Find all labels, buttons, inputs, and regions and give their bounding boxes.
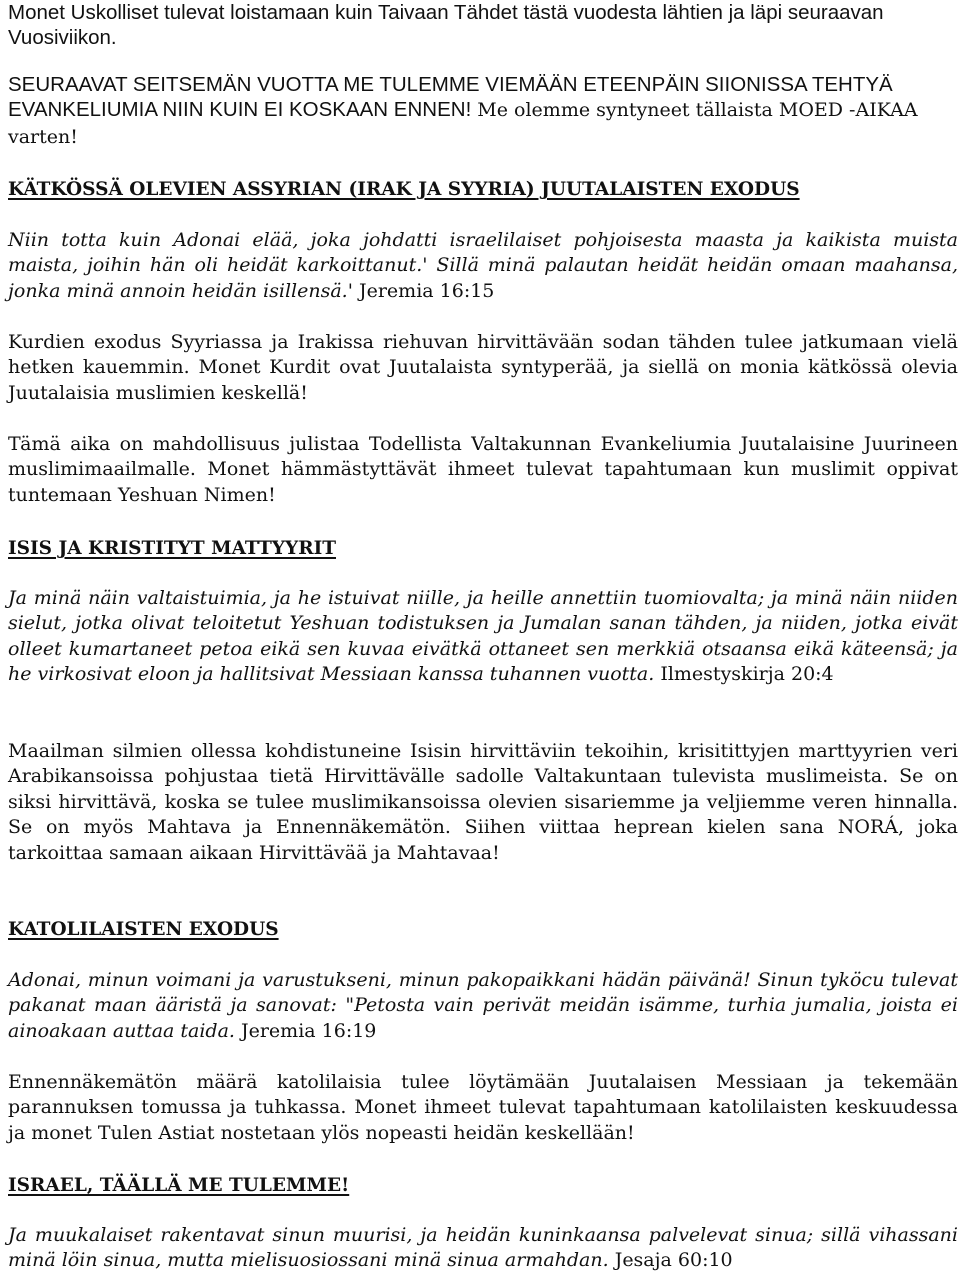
intro-line: Monet Uskolliset tulevat loistamaan kuin Taivaan Tähdet tästä vuodesta lähtien ja läpi seuraavan Vuosiviikon.: [8, 1, 884, 50]
quote-text: Ja minä näin valtaistuimia, ja he istuivat niille, ja heille annettiin tuomiovalta; ja minä näin niiden sielut, jotka olivat teloitetut Yeshuan todistuksen ja Jumalan sanan tähden, ja niiden, jotka eivät olleet kumartaneet petoa eikä sen kuvaa eivätkä ottaneet sen merkkiä otsaansa eikä käteensä; ja he virkosivat eloon ja hallitsivat Messiaan kanssa tuhannen vuotta.: [8, 587, 958, 686]
intro-paragraph: [8, 0, 958, 51]
scripture-reference: Jeremia 16:15: [352, 279, 495, 302]
scripture-quote: [8, 968, 958, 1044]
quote-text: Adonai, minun voimani ja varustukseni, minun pakopaikkani hädän päivänä! Sinun tyköси tulevat pakanat maan ääristä ja sanovat: "Petosta vain perivät meidän isämme, turhia jumalia, joista ei ainoakaan auttaa taida.: [8, 969, 958, 1042]
scripture-reference: Jesaja 60:10: [608, 1249, 733, 1272]
section-heading-isis: ISIS JA KRISTITYT MATTYYRIT: [8, 538, 336, 559]
scripture-quote: [8, 586, 958, 688]
body-paragraph: Kurdien exodus Syyriassa ja Irakissa riehuvan hirvittävään sodan tähden tulee jatkumaan vielä hetken kauemmin. Monet Kurdit ovat Juutalaista syntyperää, ja siellä on monia kätkössä olevia Juutalaisia muslimien keskellä!: [8, 331, 958, 404]
section-heading-catholics: KATOLILAISTEN EXODUS: [8, 919, 279, 940]
announcement-tail: Me olemme syntyneet tällaista MOED -AIKAA varten!: [8, 99, 918, 148]
section-heading-israel: ISRAEL, TÄÄLLÄ ME TULEMME!: [8, 1175, 350, 1196]
body-paragraph: Maailman silmien ollessa kohdistuneine Isisin hirvittäviin tekoihin, krisitittyjen marttyyrien veri Arabikansoissa pohjustaa tietä Hirvittävälle sadolle Valtakuntaan tulevista muslimeista. Se on siksi hirvittävä, koska se tulee muslimikansoissa olevien sisariemme ja veljiemme veren hinnalla. Se on myös Mahtava ja Ennennäkemätön. Siihen viittaa heprean kielen sana NORÁ, joka tarkoittaa samaan aikaan Hirvittävää ja Mahtavaa!: [8, 740, 958, 864]
section-heading-assyria: KÄTKÖSSÄ OLEVIEN ASSYRIAN (IRAK JA SYYRIA) JUUTALAISTEN EXODUS: [8, 179, 800, 200]
body-paragraph: Tämä aika on mahdollisuus julistaa Todellista Valtakunnan Evankeliumia Juutalaisine Juurineen muslimimaailmalle. Monet hämmästyttävät ihmeet tulevat tapahtumaan kun muslimit oppivat tuntemaan Yeshuan Nimen!: [8, 433, 958, 506]
scripture-quote: [8, 1223, 958, 1274]
announcement-caps: SEURAAVAT SEITSEMÄN VUOTTA ME TULEMME VIEMÄÄN ETEENPÄIN SIIONISSA TEHTYÄ EVANKELIUMIA NIIN KUIN EI KOSKAAN ENNEN!: [8, 73, 893, 122]
scripture-reference: Ilmestyskirja 20:4: [654, 663, 834, 686]
quote-text: Ja muukalaiset rakentavat sinun muurisi, ja heidän kuninkaansa palvelevat sinua; sillä vihassani minä löin sinua, mutta mielisuosiossani minä sinua armahdan.: [8, 1224, 958, 1272]
announcement-paragraph: [8, 72, 958, 150]
body-paragraph: Ennennäkemätön määrä katolilaisia tulee löytämään Juutalaisen Messiaan ja tekemään parannuksen tomussa ja tuhkassa. Monet ihmeet tulevat tapahtumaan katolilaisten keskuudessa ja monet Tulen Astiat nostetaan ylös nopeasti heidän keskellään!: [8, 1071, 958, 1144]
scripture-quote: [8, 228, 958, 304]
scripture-reference: Jeremia 16:19: [234, 1019, 377, 1042]
quote-text: Niin totta kuin Adonai elää, joka johdatti israelilaiset pohjoisesta maasta ja kaikista muista maista, joihin hän oli heidät karkoittanut.' Sillä minä palautan heidät heidän omaan maahansa, jonka minä annoin heidän isillensä.': [8, 229, 958, 302]
